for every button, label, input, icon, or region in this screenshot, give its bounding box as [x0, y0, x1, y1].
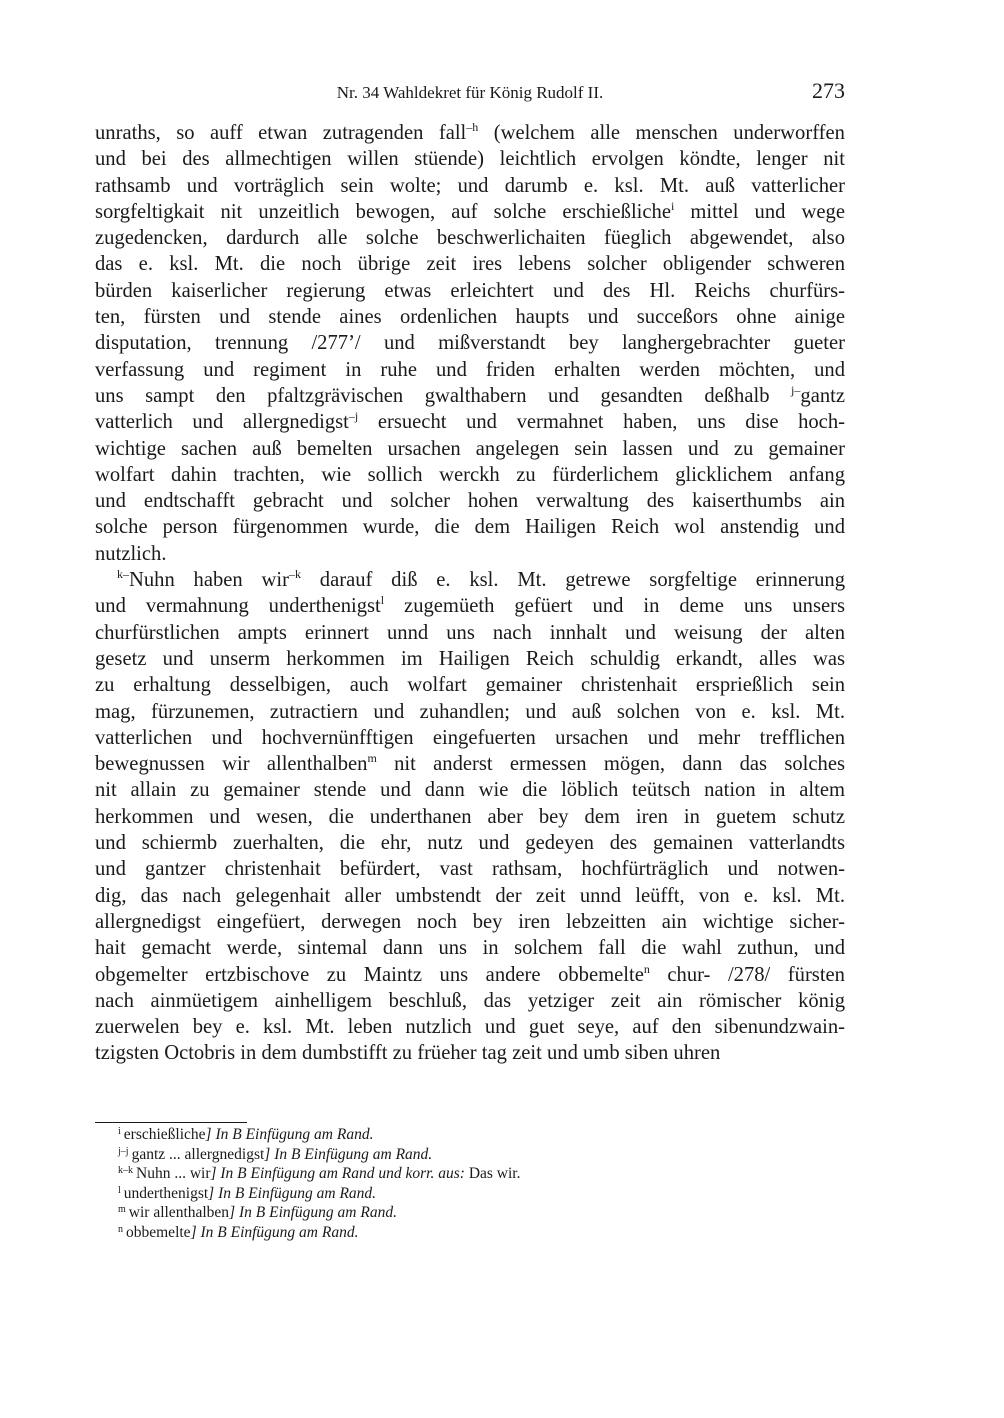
- text-line: churfürstlichen ampts erinnert unnd uns nach innhalt und weisung der alten: [95, 621, 845, 644]
- text-line: rathsamb und vorträglich sein wolte; und darumb e. ksl. Mt. auß vatterlicher: [95, 174, 845, 197]
- footnotes: [118, 1125, 520, 1242]
- footnote-marker: l: [380, 593, 385, 608]
- text-line: tzigsten Octobris in dem dumbstifft zu früeher tag zeit und umb siben uhren: [95, 1042, 721, 1065]
- footnote-mark: l: [118, 1184, 121, 1196]
- footnote-mark: k–k: [118, 1165, 133, 1176]
- text-line: und gantzer christenhait befürdert, vast rathsam, hochfürträglich und notwen-: [95, 858, 845, 881]
- text-line: bürden kaiserlicher regierung etwas erleichtert und des Hl. Reichs churfürs-: [95, 279, 845, 302]
- footnote-divider: [95, 1122, 247, 1123]
- footnote-note: ] In B Einfügung am Rand.: [229, 1204, 397, 1221]
- text-line: wolfart dahin trachten, wie sollich werckh zu fürderlichem glicklichem anfang: [95, 463, 845, 486]
- footnote-marker: n: [643, 961, 650, 976]
- footnote: $^n$ obbemelte] In B Einfügung am Rand.: [118, 1223, 359, 1241]
- footnote-note: ] In B Einfügung am Rand.: [208, 1184, 377, 1202]
- footnote-mark: n: [118, 1223, 123, 1235]
- footnote-note: ] In B Einfügung am Rand und korr. aus:: [210, 1165, 465, 1182]
- body-text: [95, 120, 845, 1067]
- text-line: nit allain zu gemainer stende und dann wie die löblich teütsch nation in altem: [95, 779, 845, 802]
- text-line: $^{k-}$Nuhn haben wir$^{-k}$ darauf diß e. ksl. Mt. getrewe sorgfeltige erinnerung: [117, 567, 845, 592]
- text-line: und schiermb zuerhalten, die ehr, nutz und gedeyen des gemainen vatterlandts: [95, 832, 845, 855]
- text-line: vatterlichen und hochvernünfftigen eingefuerten ursachen und mehr trefflichen: [95, 726, 845, 749]
- text-line: uns sampt den pfaltzgrävischen gwalthabern und gesandten deßhalb $^{j-}$gantz: [95, 382, 845, 407]
- text-line: nach ainmüetigem ainhelligem beschluß, das yetziger zeit ain römischer könig: [95, 989, 845, 1012]
- text-line: zu erhaltung desselbigen, auch wolfart gemainer christenhait ersprießlich sein: [95, 674, 845, 697]
- footnote-marker: i: [670, 198, 675, 213]
- text-line: obgemelter ertzbischove zu Maintz uns andere obbemelte$^n$ chur- /278/ fürsten: [95, 961, 845, 986]
- text-line: allergnedigst eingefüert, derwegen noch bey iren lebzeitten ain wichtige sicher-: [95, 910, 845, 933]
- text-line: vatterlich und allergnedigst$^{-j}$ ersuecht und vermahnet haben, uns dise hoch-: [95, 409, 845, 434]
- page-header: [95, 78, 845, 108]
- text-line: dig, das nach gelegenhait aller umbstendt der zeit unnd leüfft, von e. ksl. Mt.: [95, 884, 845, 907]
- footnote: $^l$ underthenigst] In B Einfügung am Rand.: [118, 1184, 377, 1202]
- footnote-mark: m: [118, 1204, 126, 1215]
- page-number: 273: [812, 78, 845, 103]
- text-line: gesetz und unserm herkommen im Hailigen Reich schuldig erkandt, alles was: [95, 647, 845, 670]
- footnote-note: ] In B Einfügung am Rand.: [190, 1223, 359, 1241]
- footnote-marker: –j: [348, 409, 359, 424]
- text-line: unraths, so auff etwan zutragenden fall$^{-h}$ (welchem alle menschen underworffen: [95, 120, 845, 144]
- footnote-marker: –k: [288, 567, 301, 582]
- text-line: zuerwelen bey e. ksl. Mt. leben nutzlich und guet seye, auf den sibenundzwain-: [95, 1016, 845, 1039]
- footnote-marker: j–: [791, 382, 801, 397]
- footnote-marker: m: [367, 751, 377, 766]
- text-line: zugedencken, dardurch alle solche beschwerlichaiten füeglich abgewendet, also: [95, 227, 845, 250]
- running-title: Nr. 34 Wahldekret für König Rudolf II.: [336, 83, 604, 102]
- text-line: solche person fürgenommen wurde, die dem Hailigen Reich wol anstendig und: [95, 516, 845, 539]
- footnote: $^i$ erschießliche] In B Einfügung am Rand.: [118, 1126, 374, 1143]
- footnote: $^{j-j}$ gantz ... allergnedigst] In B Einfügung am Rand.: [118, 1145, 433, 1163]
- text-line: bewegnussen wir allenthalben$^m$ nit anderst ermessen mögen, dann das solches: [95, 751, 845, 776]
- footnote-mark: j–j: [118, 1145, 129, 1157]
- text-line: ten, fürsten und stende aines ordenlichen haupts und succeßors ohne ainige: [95, 306, 845, 329]
- footnote-note: ] In B Einfügung am Rand.: [264, 1145, 433, 1163]
- text-line: verfassung und regiment in ruhe und friden erhalten werden möchten, und: [95, 358, 845, 381]
- footnote-marker: –h: [466, 120, 479, 134]
- footnote-mark: i: [118, 1126, 121, 1137]
- text-line: hait gemacht werde, sintemal dann uns in solchem fall die wahl zuthun, und: [95, 937, 845, 960]
- footnote: $^{k-k}$ Nuhn ... wir] In B Einfügung am Rand und korr. aus: Das wir.: [118, 1165, 521, 1182]
- footnote-marker: k–: [117, 567, 129, 582]
- text-line: nutzlich.: [95, 542, 167, 565]
- text-line: und vermahnung underthenigst$^l$ zugemüeth gefüert und in deme uns unsers: [95, 593, 845, 618]
- text-line: und endtschafft gebracht und solcher hohen verwaltung des kaiserthumbs ain: [95, 490, 845, 513]
- text-line: herkommen und wesen, die underthanen aber bey dem iren in guetem schutz: [95, 805, 845, 828]
- text-line: mag, fürzunemen, zutractiern und zuhandlen; und auß solchen von e. ksl. Mt.: [95, 700, 845, 723]
- text-line: sorgfeltigkait nit unzeitlich bewogen, auf solche erschießliche$^i$ mittel und wege: [95, 198, 845, 223]
- footnote: $^m$ wir allenthalben] In B Einfügung am Rand.: [118, 1204, 397, 1221]
- footnote-note: ] In B Einfügung am Rand.: [205, 1126, 374, 1143]
- text-line: und bei des allmechtigen willen stüende) leichtlich ervolgen köndte, lenger nit: [95, 148, 845, 171]
- text-line: das e. ksl. Mt. die noch übrige zeit ires lebens solcher obligender schweren: [95, 253, 845, 276]
- text-line: disputation, trennung /277’/ und mißverstandt bey langhergebrachter gueter: [95, 332, 845, 355]
- text-line: wichtige sachen auß bemelten ursachen angelegen sein lassen und zu gemainer: [95, 437, 845, 460]
